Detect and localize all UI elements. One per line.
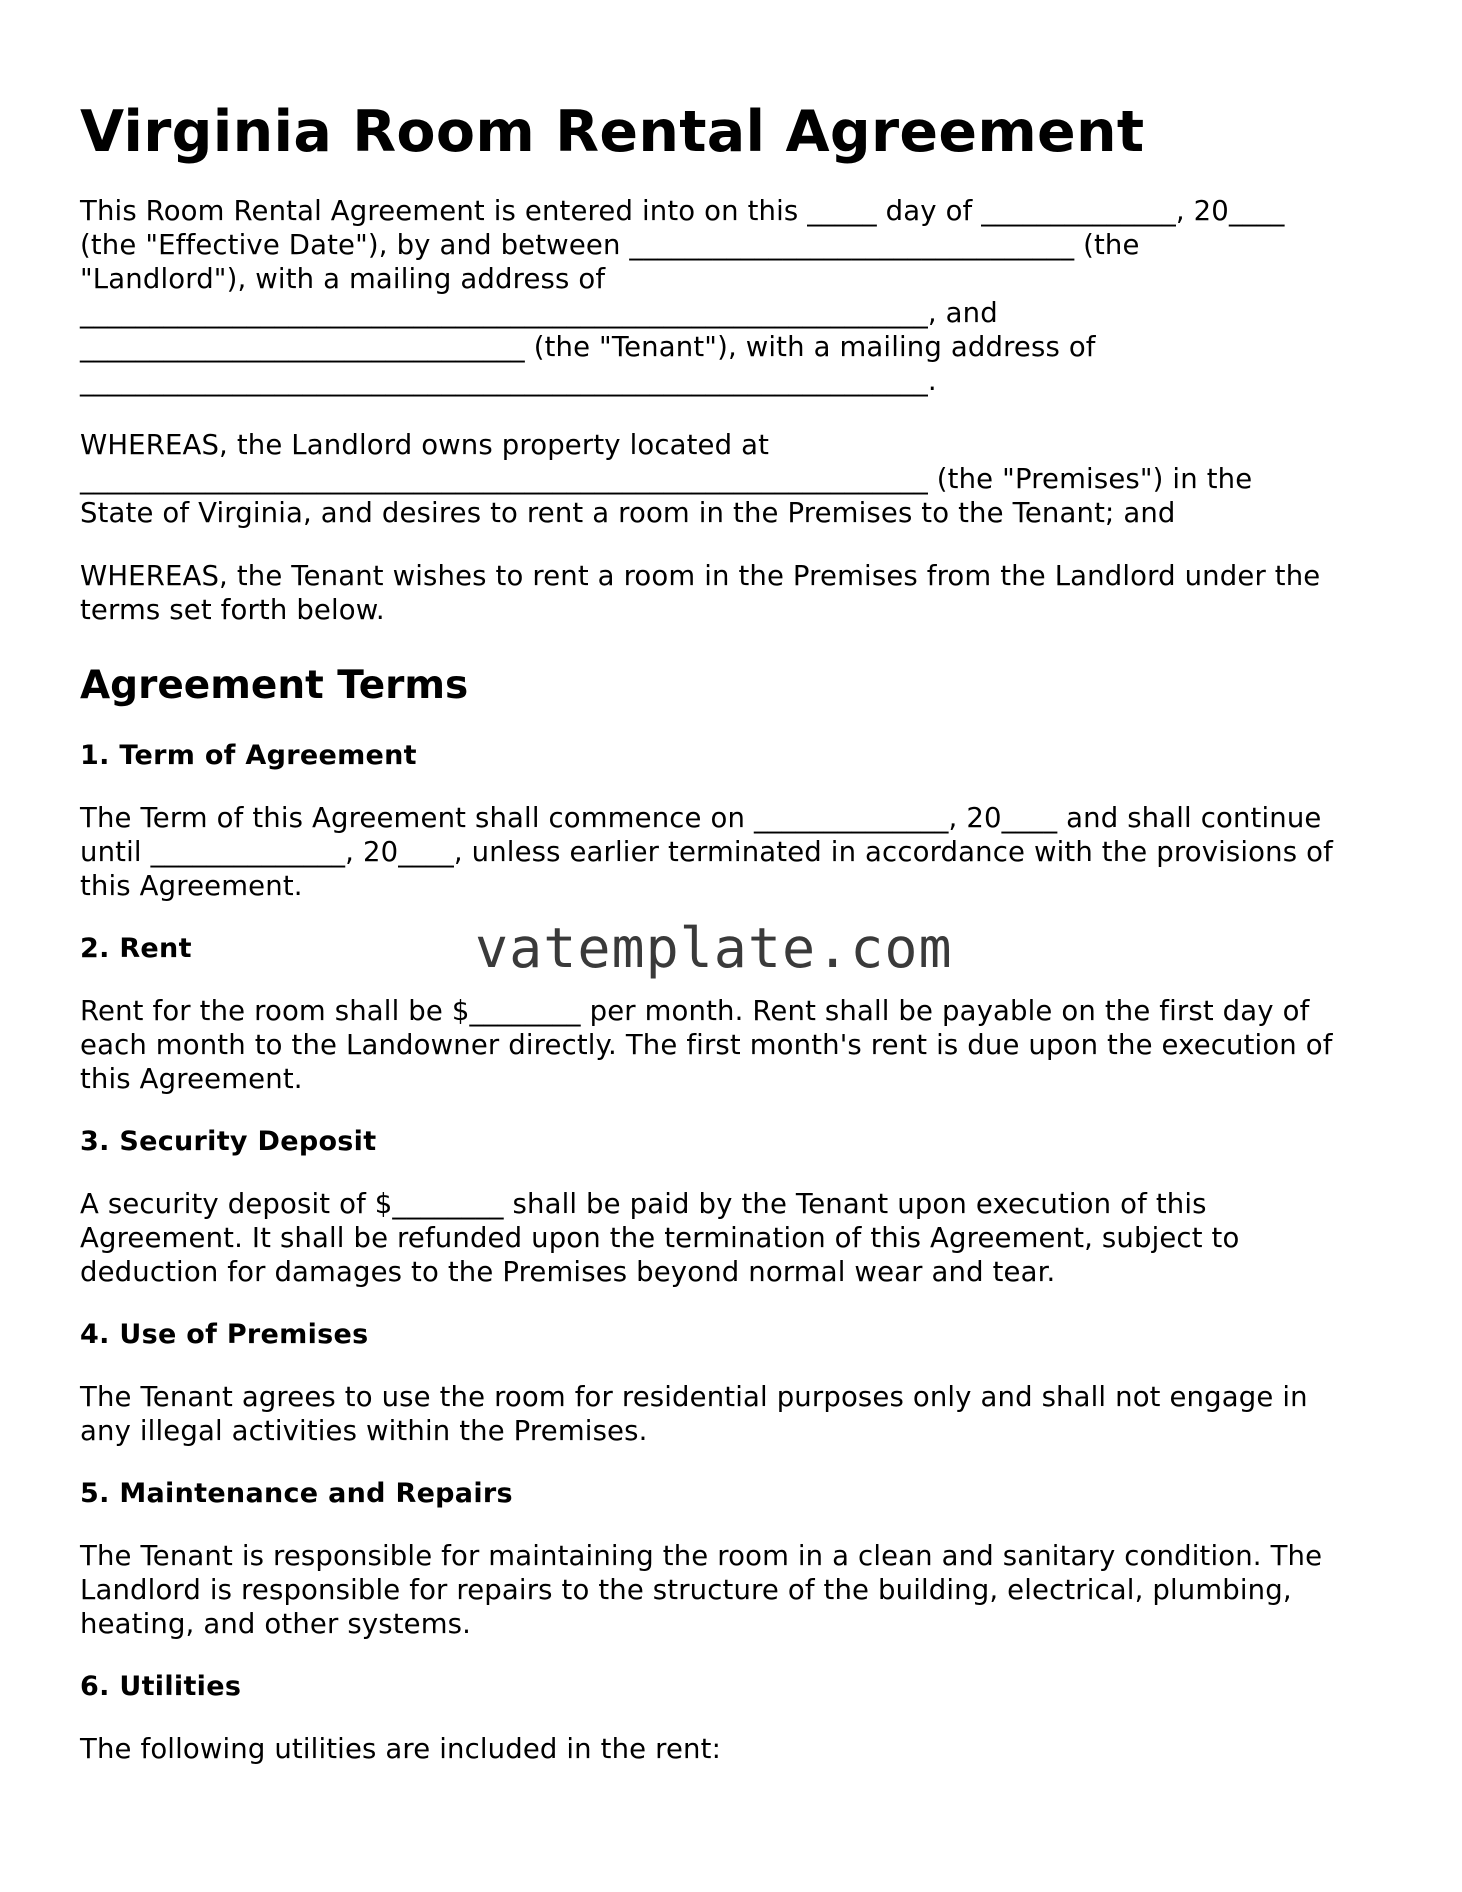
section-line: The Term of this Agreement shall commence on ______________, 20____ and shall continue bbox=[80, 802, 1322, 834]
section-line: until ______________, 20____, unless earlier terminated in accordance with the provisions of bbox=[80, 836, 1333, 868]
watermark-text: vatemplate.com bbox=[475, 916, 953, 980]
section-line: Rent for the room shall be $________ per month. Rent shall be payable on the first day of bbox=[80, 995, 1310, 1027]
section-line: The Tenant agrees to use the room for residential purposes only and shall not engage in bbox=[80, 1381, 1308, 1413]
section-line: any illegal activities within the Premises. bbox=[80, 1415, 648, 1447]
section-line: this Agreement. bbox=[80, 870, 303, 902]
section-body-use-of-premises bbox=[80, 1380, 1390, 1448]
whereas-line: terms set forth below. bbox=[80, 594, 385, 626]
section-heading-utilities: 6. Utilities bbox=[80, 1671, 242, 1702]
section-heading-term: 1. Term of Agreement bbox=[80, 740, 417, 771]
section-body-term bbox=[80, 801, 1390, 903]
agreement-terms-heading: Agreement Terms bbox=[80, 663, 469, 708]
whereas-tenant-paragraph bbox=[80, 559, 1390, 627]
section-heading-maintenance: 5. Maintenance and Repairs bbox=[80, 1478, 513, 1509]
section-body-maintenance bbox=[80, 1539, 1390, 1641]
intro-line: _____________________________________________________________, and bbox=[80, 297, 998, 329]
section-heading-rent: 2. Rent bbox=[80, 933, 192, 964]
whereas-line: WHEREAS, the Landlord owns property located at bbox=[80, 429, 770, 461]
section-line: The following utilities are included in the rent: bbox=[80, 1733, 721, 1765]
section-heading-security-deposit: 3. Security Deposit bbox=[80, 1126, 377, 1157]
section-line: this Agreement. bbox=[80, 1063, 303, 1095]
section-line: Agreement. It shall be refunded upon the termination of this Agreement, subject to bbox=[80, 1222, 1240, 1254]
section-line: Landlord is responsible for repairs to the structure of the building, electrical, plumbing, bbox=[80, 1574, 1292, 1606]
intro-line: "Landlord"), with a mailing address of bbox=[80, 263, 606, 295]
intro-paragraph bbox=[80, 194, 1390, 398]
whereas-line: _____________________________________________________________ (the "Premises") in the bbox=[80, 463, 1253, 495]
intro-line: ________________________________ (the "Tenant"), with a mailing address of bbox=[80, 331, 1096, 363]
section-heading-use-of-premises: 4. Use of Premises bbox=[80, 1319, 369, 1350]
intro-line: (the "Effective Date"), by and between ________________________________ (the bbox=[80, 229, 1140, 261]
section-body-rent bbox=[80, 994, 1390, 1096]
section-line: The Tenant is responsible for maintaining the room in a clean and sanitary condition. The bbox=[80, 1540, 1323, 1572]
section-body-utilities bbox=[80, 1732, 1390, 1766]
whereas-landlord-paragraph bbox=[80, 428, 1390, 530]
section-line: A security deposit of $________ shall be paid by the Tenant upon execution of this bbox=[80, 1188, 1207, 1220]
section-line: deduction for damages to the Premises beyond normal wear and tear. bbox=[80, 1256, 1056, 1288]
intro-line: This Room Rental Agreement is entered into on this _____ day of ______________, 20____ bbox=[80, 195, 1285, 227]
section-line: heating, and other systems. bbox=[80, 1608, 472, 1640]
section-body-security-deposit bbox=[80, 1187, 1390, 1289]
whereas-line: State of Virginia, and desires to rent a room in the Premises to the Tenant; and bbox=[80, 497, 1176, 529]
whereas-line: WHEREAS, the Tenant wishes to rent a room in the Premises from the Landlord under the bbox=[80, 560, 1321, 592]
intro-line: _____________________________________________________________. bbox=[80, 365, 937, 397]
document-title: Virginia Room Rental Agreement bbox=[80, 99, 1145, 165]
section-line: each month to the Landowner directly. The first month's rent is due upon the execution of bbox=[80, 1029, 1333, 1061]
